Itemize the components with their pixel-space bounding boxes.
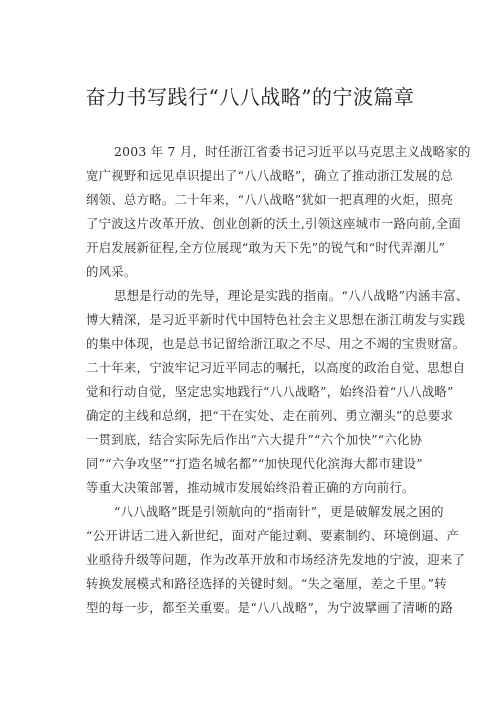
text-line: 型的每一步，都至关重要。是“八八战略”，为宁波擘画了清晰的路 [86,600,454,615]
text-line: 开启发展新征程,全方位展现“敢为天下先”的锐气和“时代弄潮儿” [86,240,446,255]
text-line: 思想是行动的先导，理论是实践的指南。“八八战略”内涵丰富、 [114,288,469,303]
paragraph [86,140,471,284]
text-line: 觉和行动自觉，坚定忠实地践行“八八战略”，始终沿着“八八战略” [86,384,454,399]
text-line: 2003 年 7 月，时任浙江省委书记习近平以马克思主义战略家的 [114,144,471,159]
text-line: 纲领、总方略。二十年来，“八八战略”犹如一把真理的火炬，照亮 [86,192,454,207]
text-line: 一贯到底，结合实际先后作出“六大提升”“六个加快”“六化协 [86,432,423,447]
text-line: 博大精深，是习近平新时代中国特色社会主义思想在浙江萌发与实践 [86,312,466,327]
paragraph [86,500,466,620]
text-line: 宽广视野和远见卓识提出了“八八战略”，确立了推动浙江发展的总 [86,168,454,183]
text-line: 业亟待升级等问题，作为改革开放和市场经济先发地的宁波，迎来了 [86,552,466,567]
text-line: 的集中体现，也是总书记留给浙江取之不尽、用之不竭的宝贵财富。 [86,336,466,351]
document-title: 奋力书写践行“八八战略”的宁波篇章 [85,85,415,109]
text-line: “八八战略”既是引领航向的“指南针”，更是破解发展之困的 [114,504,444,519]
text-line: 同”“六争攻坚”“打造名城名都”“加快现代化滨海大都市建设” [86,456,423,471]
text-line: 确定的主线和总纲，把“干在实处、走在前列、勇立潮头”的总要求 [86,408,454,423]
text-line: 了宁波这片改革开放、创业创新的沃土,引领这座城市一路向前,全面 [86,216,461,231]
document-body [86,140,471,620]
text-line: “公开讲话二进入新世纪，面对产能过剩、要素制约、环境倒逼、产 [86,528,460,543]
text-line: 二十年来，宁波牢记习近平同志的嘱托，以高度的政治自觉、思想自 [86,360,466,375]
text-line: 转换发展模式和路径选择的关键时刻。“失之毫厘，差之千里。”转 [86,576,447,591]
text-line: 等重大决策部署，推动城市发展始终沿着正确的方向前行。 [86,480,415,495]
text-line: 的风采。 [86,264,137,279]
paragraph [86,284,469,500]
